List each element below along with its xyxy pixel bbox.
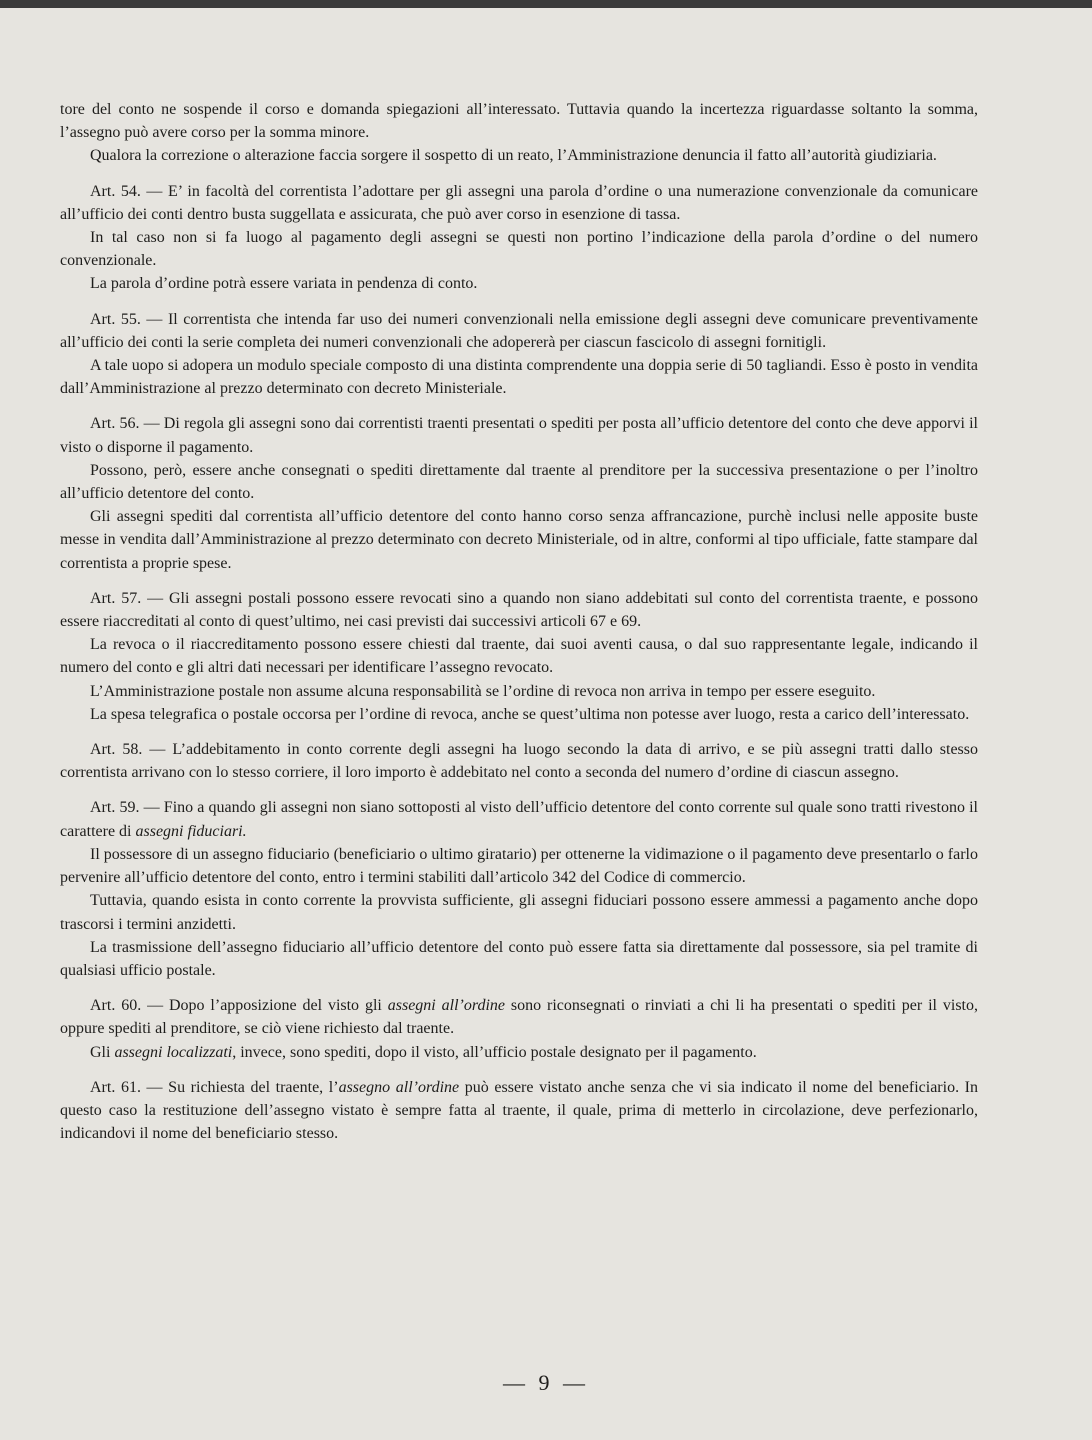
paragraph: Art. 55. — Il correntista che intenda far uso dei numeri convenzionali nella emissione degli assegni deve comunicare preventivamente all’ufficio dei conti la serie completa dei numeri convenzionali che adopererà per ciascun fascicolo di assegni fornitigli.: [60, 310, 978, 351]
paragraph: [60, 994, 978, 1040]
paragraph: Art. 57. — Gli assegni postali possono essere revocati sino a quando non siano addebitati sul conto del correntista traente, e possono essere riaccreditati al conto di quest’ultimo, nei casi previsti dai successivi articoli 67 e 69.: [60, 589, 978, 631]
paragraph: Possono, però, essere anche consegnati o spediti direttamente dal traente al prenditore per la successiva presentazione o per l’inoltro all’ufficio detentore del conto.: [60, 461, 978, 503]
paragraph: Qualora la correzione o alterazione faccia sorgere il sospetto di un reato, l’Amministrazione denuncia il fatto all’autorità giudiziaria.: [90, 147, 937, 165]
paragraph: La spesa telegrafica o postale occorsa per l’ordine di revoca, anche se quest’ultima non potesse aver luogo, resta a carico dell’interessato.: [90, 705, 970, 723]
italic-term: assegni localizzati: [114, 1043, 233, 1061]
document-body: [60, 98, 978, 1145]
scan-top-edge: [0, 0, 1092, 8]
paragraph: tore del conto ne sospende il corso e domanda spiegazioni all’interessato. Tuttavia quando la incertezza riguardasse soltanto la somma, l’assegno può avere corso per la somma minore.: [60, 101, 978, 142]
article-55: [60, 308, 978, 401]
article-57: [60, 587, 978, 726]
text-run: Art. 60. — Dopo l’apposizione del visto gli: [90, 997, 388, 1015]
article-58: [60, 738, 978, 784]
paragraph: Il possessore di un assegno fiduciario (beneficiario o ultimo giratario) per ottenerne la vidimazione o il pagamento deve presentarlo o farlo pervenire all’ufficio detentore del conto, entro i termini stabiliti dall’articolo 342 del Codice di commercio.: [60, 845, 978, 887]
intro-section: [60, 98, 978, 168]
text-run: Gli: [90, 1043, 115, 1061]
paragraph: [60, 796, 978, 842]
paragraph: L’Amministrazione postale non assume alcuna responsabilità se l’ordine di revoca non arriva in tempo per essere eseguito.: [90, 682, 876, 700]
paragraph: [60, 1041, 978, 1064]
italic-term: assegni all’ordine: [387, 997, 506, 1015]
paragraph: Gli assegni spediti dal correntista all’ufficio detentore del conto hanno corso senza affrancazione, purchè inclusi nelle apposite buste messe in vendita dall’Amministrazione al prezzo determinato con decreto Ministeriale, od in altre, conformi al tipo ufficiale, fatte stampare dal correntista a proprie spese.: [60, 508, 978, 572]
text-run: , invece, sono spediti, dopo il visto, all’ufficio postale designato per il pagamento.: [232, 1043, 757, 1061]
text-run: può essere vistato anche senza che vi sia indicato il nome del beneficiario. In questo caso la restituzione dell’assegno vistato è sempre fatta al traente, il quale, prima di metterlo in circolazione, deve perfezionarlo, indicandovi il nome del beneficiario stesso.: [60, 1078, 979, 1143]
italic-term: assegni fiduciari.: [135, 822, 247, 840]
article-54: [60, 180, 978, 296]
paragraph: [60, 1076, 978, 1146]
text-run: Art. 59. — Fino a quando gli assegni non siano sottoposti al visto dell’ufficio detentore del conto corrente sul quale sono tratti rivestono il carattere di: [60, 799, 978, 840]
text-run: sono riconsegnati o rinviati a chi li ha presentati o spediti per il visto, oppure spediti al prenditore, se ciò viene richiesto dal traente.: [60, 997, 979, 1038]
paragraph: Art. 56. — Di regola gli assegni sono dai correntisti traenti presentati o spediti per posta all’ufficio detentore del conto che deve apporvi il visto o disporne il pagamento.: [60, 415, 978, 456]
article-59: [60, 796, 978, 982]
text-run: Art. 61. — Su richiesta del traente, l’: [90, 1078, 339, 1096]
paragraph: In tal caso non si fa luogo al pagamento degli assegni se questi non portino l’indicazione della parola d’ordine o del numero convenzionale.: [60, 229, 978, 270]
paragraph: Art. 58. — L’addebitamento in conto corrente degli assegni ha luogo secondo la data di arrivo, e se più assegni tratti dallo stesso correntista arrivano con lo stesso corriere, il loro importo è addebitato nel conto a seconda del numero d’ordine di ciascun assegno.: [60, 741, 978, 782]
paragraph: La trasmissione dell’assegno fiduciario all’ufficio detentore del conto può essere fatta sia direttamente dal possessore, sia pel tramite di qualsiasi ufficio postale.: [60, 938, 978, 979]
italic-term: assegno all’ordine: [338, 1078, 460, 1096]
paragraph: Tuttavia, quando esista in conto corrente la provvista sufficiente, gli assegni fiduciari possono essere ammessi a pagamento anche dopo trascorsi i termini anzidetti.: [60, 892, 978, 933]
article-60: [60, 994, 978, 1064]
paragraph: La parola d’ordine potrà essere variata in pendenza di conto.: [90, 275, 478, 293]
page-number: — 9 —: [503, 1370, 589, 1395]
paragraph: La revoca o il riaccreditamento possono essere chiesti dal traente, dai suoi aventi causa, o dal suo rappresentante legale, indicando il numero del conto e gli altri dati necessari per identificare l’assegno revocato.: [60, 636, 978, 677]
article-61: [60, 1076, 978, 1146]
paragraph: A tale uopo si adopera un modulo speciale composto di una distinta comprendente una doppia serie di 50 tagliandi. Esso è posto in vendita dall’Amministrazione al prezzo determinato con decreto Ministeriale.: [60, 357, 978, 398]
paragraph: Art. 54. — E’ in facoltà del correntista l’adottare per gli assegni una parola d’ordine o una numerazione convenzionale da comunicare all’ufficio dei conti dentro busta suggellata e assicurata, che può aver corso in esenzione di tassa.: [60, 182, 978, 223]
article-56: [60, 412, 978, 574]
